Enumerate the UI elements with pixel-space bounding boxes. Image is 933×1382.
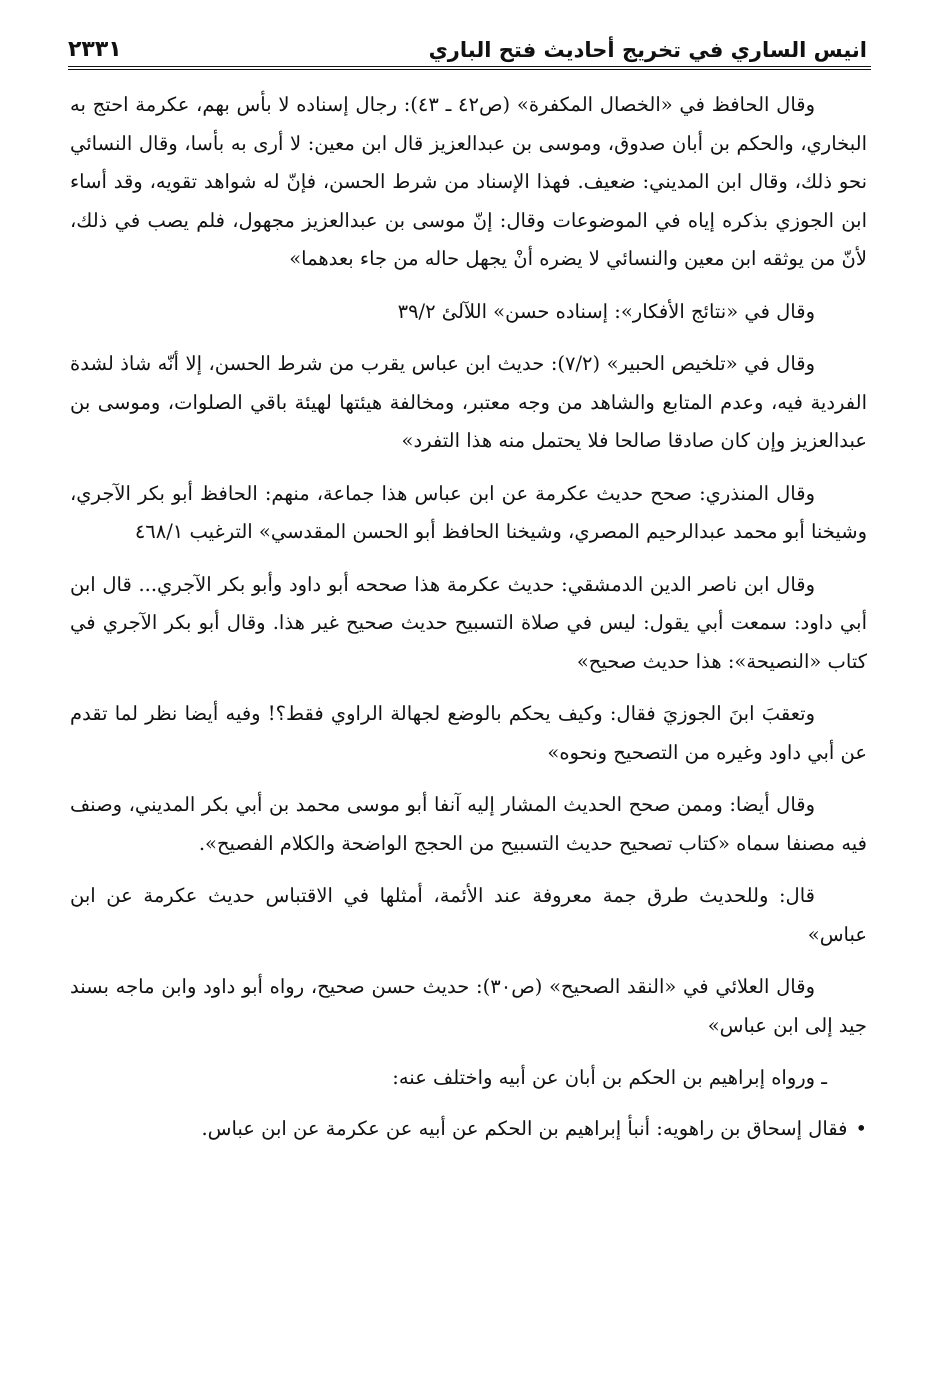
page-header bbox=[68, 26, 867, 62]
header-rule bbox=[68, 66, 871, 67]
paragraph-madini: وقال أيضا: وممن صحح الحديث المشار إليه آنفا أبو موسى محمد بن أبي بكر المديني، وصنف فيه مصنفا سماه «كتاب تصحيح حديث التسبيح من الحجج الواضحة والكلام الفصيح». bbox=[70, 793, 867, 855]
paragraph-mundhiri: وقال المنذري: صحح حديث عكرمة عن ابن عباس هذا جماعة، منهم: الحافظ أبو بكر الآجري، وشيخنا أبو محمد عبدالرحيم المصري، وشيخنا الحافظ أبو الحسن المقدسي» الترغيب ٤٦٨/١ bbox=[70, 481, 867, 543]
paragraph-taaqqub: وتعقبَ ابنَ الجوزيَ فقال: وكيف يحكم بالوضع لجهالة الراوي فقط؟! وفيه أيضا نظر لما تقدم عن أبي داود وغيره من التصحيح ونحوه» bbox=[70, 702, 867, 764]
page-number: ٢٣٣١ bbox=[68, 37, 122, 62]
paragraph-turuq: قال: وللحديث طرق جمة معروفة عند الأئمة، أمثلها في الاقتباس حديث عكرمة عن ابن عباس» bbox=[70, 884, 867, 946]
paragraph-ishaq-text: فقال إسحاق بن راهويه: أنبأ إبراهيم بن الحكم عن أبيه عن عكرمة عن ابن عباس. bbox=[201, 1116, 848, 1140]
paragraph-ibn-nasir: وقال ابن ناصر الدين الدمشقي: حديث عكرمة هذا صححه أبو داود وأبو بكر الآجري... قال ابن أبي داود: سمعت أبي يقول: ليس في صلاة التسبيح حديث صحيح غير هذا. وقال أبو بكر الآجري في كتاب «النصيحة»: هذا حديث صحيح» bbox=[70, 572, 867, 673]
bullet-icon: • bbox=[855, 1116, 867, 1140]
paragraph-khisal: وقال الحافظ في «الخصال المكفرة» (ص٤٢ ـ ٤٣): رجال إسناده لا بأس بهم، عكرمة احتج به البخاري، والحكم بن أبان صدوق، وموسى بن عبدالعزيز قال ابن معين: لا أرى به بأسا، وقال النسائي نحو ذلك، وقال ابن المديني: ضعيف. فهذا الإسناد من شرط الحسن، فإنّ له شواهد تقويه، وقد أساء ابن الجوزي بذكره إياه في الموضوعات وقال: إنّ موسى بن عبدالعزيز مجهول، فلم يصب في ذلك، لأنّ من يوثقه ابن معين والنسائي لا يضره أنْ يجهل حاله من جاء بعدهما» bbox=[70, 93, 867, 270]
header-rule-thin bbox=[68, 69, 871, 70]
paragraph-ibrahim: ـ ورواه إبراهيم بن الحكم بن أبان عن أبيه واختلف عنه: bbox=[392, 1066, 827, 1089]
running-title: انيس الساري في تخريج أحاديث فتح الباري bbox=[428, 38, 867, 62]
paragraph-alai: وقال العلائي في «النقد الصحيح» (ص٣٠): حديث حسن صحيح، رواه أبو داود وابن ماجه بسند جيد إلى ابن عباس» bbox=[70, 975, 867, 1037]
paragraph-ishaq bbox=[70, 1110, 867, 1149]
paragraph-nataij: وقال في «نتائج الأفكار»: إسناده حسن» اللآلئ ٣٩/٢ bbox=[397, 299, 815, 323]
body-text bbox=[70, 86, 867, 1162]
paragraph-talkhis: وقال في «تلخيص الحبير» (٧/٢): حديث ابن عباس يقرب من شرط الحسن، إلا أنّه شاذ لشدة الفردية فيه، وعدم المتابع والشاهد من وجه معتبر، ومخالفة هيئتها لهيئة باقي الصلوات، وموسى بن عبدالعزيز وإن كان صادقا صالحا فلا يحتمل منه هذا التفرد» bbox=[70, 352, 867, 452]
